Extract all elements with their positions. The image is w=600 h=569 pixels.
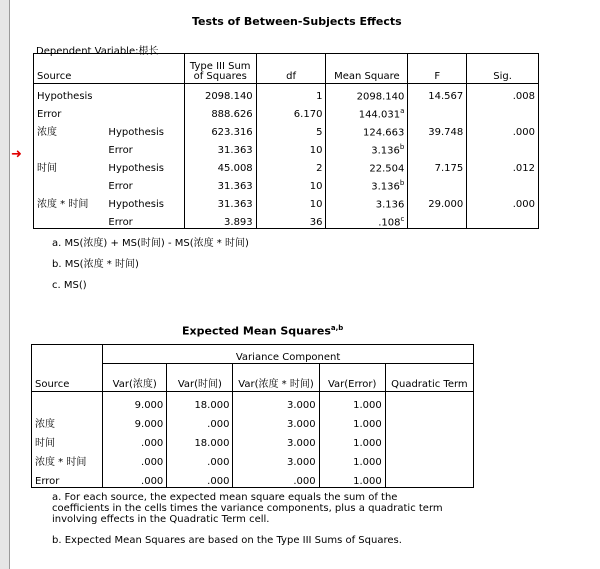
footnote-b: b. MS(浓度 * 时间) <box>52 259 139 270</box>
row-term <box>105 138 184 156</box>
header-source2: Source <box>32 345 103 392</box>
header-sig: Sig. <box>467 54 539 84</box>
row-value: 1.000 <box>319 468 385 488</box>
row-ss-value: 3.893 <box>224 217 253 228</box>
arrow-right-icon: ➜ <box>11 147 22 162</box>
row-df-value: 5 <box>316 127 323 138</box>
row-term <box>105 192 184 210</box>
ems-footnote-a-line3: involving effects in the Quadratic Term cell. <box>52 514 270 525</box>
row-value: 3.000 <box>233 430 319 449</box>
row-source <box>34 84 106 103</box>
row-term <box>105 210 184 229</box>
table2-title-text: Expected Mean Squares <box>182 324 331 338</box>
row-ss <box>184 84 256 103</box>
variance-component-row <box>32 345 474 364</box>
row-ms <box>326 84 408 103</box>
row-source-value: 浓度 * 时间 <box>37 199 89 210</box>
row-ss-value: 31.363 <box>217 145 253 156</box>
row-f-value: 14.567 <box>428 91 464 102</box>
row-value: 9.000 <box>103 392 167 412</box>
table-row <box>32 392 474 412</box>
row-term-value: Hypothesis <box>108 127 164 138</box>
row-ms-footnote-ref: a <box>400 106 405 115</box>
row-term-value: Error <box>108 145 133 156</box>
row-term-value: Error <box>108 217 133 228</box>
row-value: 1.000 <box>319 449 385 468</box>
row-ms-value: .108 <box>378 217 401 228</box>
table-row <box>32 449 474 468</box>
row-sig <box>467 138 539 156</box>
row-f <box>408 210 467 229</box>
row-df-value: 6.170 <box>293 109 323 120</box>
row-value: .000 <box>233 468 319 488</box>
row-ms <box>326 174 408 192</box>
header-ss: Type III Sum of Squares <box>184 54 256 84</box>
row-ss-value: 623.316 <box>211 127 253 138</box>
row-ms-footnote-ref: b <box>399 178 405 187</box>
between-subjects-table <box>33 53 539 229</box>
row-value <box>385 392 473 412</box>
table-row <box>34 120 539 138</box>
row-ms <box>326 120 408 138</box>
row-ms <box>326 210 408 229</box>
table-row <box>32 411 474 430</box>
row-f <box>408 120 467 138</box>
row-ms <box>326 102 408 120</box>
row-ms <box>326 156 408 174</box>
row-sig <box>467 156 539 174</box>
row-ss <box>184 156 256 174</box>
footnote-c: c. MS() <box>52 280 87 291</box>
table1-header-row <box>34 54 539 84</box>
row-df <box>256 174 326 192</box>
row-sig <box>467 174 539 192</box>
row-df <box>256 192 326 210</box>
row-value: .000 <box>103 430 167 449</box>
table-row <box>34 138 539 156</box>
row-sig-value: .012 <box>512 163 535 174</box>
row-f-value: 7.175 <box>434 163 464 174</box>
row-ss <box>184 210 256 229</box>
row-source: 浓度 * 时间 <box>35 457 87 468</box>
row-df-value: 10 <box>309 181 323 192</box>
row-ms-value: 2098.140 <box>356 91 405 102</box>
header-var-error: Var(Error) <box>319 364 385 392</box>
row-ss <box>184 192 256 210</box>
row-ms-footnote-ref: c <box>400 214 405 223</box>
row-ms-value: 3.136 <box>371 181 400 192</box>
row-f-value: 29.000 <box>428 199 464 210</box>
row-ss <box>184 138 256 156</box>
output-navigator-edge <box>0 0 10 569</box>
row-ss <box>184 120 256 138</box>
row-df <box>256 120 326 138</box>
row-term <box>105 102 184 120</box>
header-df: df <box>256 54 326 84</box>
row-value: 3.000 <box>233 392 319 412</box>
header-var-concentration: Var(浓度) <box>103 364 167 392</box>
row-value: 3.000 <box>233 411 319 430</box>
row-source: Error <box>35 476 60 487</box>
header-quadratic-term: Quadratic Term <box>385 364 473 392</box>
row-ss-value: 2098.140 <box>204 91 253 102</box>
header-var-time: Var(时间) <box>167 364 233 392</box>
row-source <box>34 174 106 192</box>
ems-footnote-a <box>52 492 443 525</box>
header-ms: Mean Square <box>326 54 408 84</box>
row-value: .000 <box>167 449 233 468</box>
row-source <box>34 138 106 156</box>
row-source-value: 浓度 <box>37 127 57 138</box>
row-source <box>34 156 106 174</box>
row-ms-footnote-ref: b <box>399 142 405 151</box>
row-source-value: Hypothesis <box>37 91 93 102</box>
row-source <box>34 192 106 210</box>
dependent-variable-label: Dependent Variable:根长 <box>36 46 159 57</box>
table1-title: Tests of Between-Subjects Effects <box>192 15 402 28</box>
row-term <box>105 84 184 103</box>
row-term <box>105 156 184 174</box>
row-value <box>385 430 473 449</box>
row-value: 9.000 <box>103 411 167 430</box>
ems-footnote-a-line2: coefficients in the cells times the variance components, plus a quadratic term <box>52 503 443 514</box>
table-row <box>32 468 474 488</box>
row-source <box>34 120 106 138</box>
row-ss-value: 31.363 <box>217 199 253 210</box>
row-sig-value: .000 <box>512 199 535 210</box>
row-term <box>105 174 184 192</box>
table-row <box>34 156 539 174</box>
row-source: 时间 <box>35 438 55 449</box>
row-ss-value: 31.363 <box>217 181 253 192</box>
row-df-value: 10 <box>309 145 323 156</box>
table2-title <box>182 324 343 338</box>
row-value: 1.000 <box>319 430 385 449</box>
row-value: 1.000 <box>319 411 385 430</box>
row-df-value: 1 <box>316 91 323 102</box>
row-value: 3.000 <box>233 449 319 468</box>
row-df-value: 36 <box>309 217 323 228</box>
table-row <box>34 102 539 120</box>
row-source <box>34 210 106 229</box>
row-ss <box>184 102 256 120</box>
row-df <box>256 138 326 156</box>
row-value: 1.000 <box>319 392 385 412</box>
row-f <box>408 138 467 156</box>
row-f <box>408 102 467 120</box>
row-df-value: 10 <box>309 199 323 210</box>
row-sig <box>467 120 539 138</box>
row-sig <box>467 84 539 103</box>
row-df <box>256 102 326 120</box>
row-f <box>408 156 467 174</box>
row-sig <box>467 192 539 210</box>
row-term-value: Hypothesis <box>108 199 164 210</box>
footnote-a: a. MS(浓度) + MS(时间) - MS(浓度 * 时间) <box>52 238 249 249</box>
row-ms-value: 124.663 <box>363 127 405 138</box>
row-value <box>385 411 473 430</box>
row-source-value: Error <box>37 109 62 120</box>
row-f <box>408 192 467 210</box>
row-source: 浓度 <box>35 419 55 430</box>
row-df <box>256 210 326 229</box>
header-f: F <box>408 54 467 84</box>
expected-mean-squares-table <box>31 344 474 488</box>
row-ms-value: 3.136 <box>375 199 405 210</box>
row-source <box>34 102 106 120</box>
row-ms <box>326 138 408 156</box>
table2-title-sup: a,b <box>330 324 344 332</box>
ems-footnote-a-line1: a. For each source, the expected mean square equals the sum of the <box>52 492 398 503</box>
table-row <box>32 430 474 449</box>
row-value: .000 <box>167 411 233 430</box>
table-row <box>34 84 539 103</box>
row-value: .000 <box>103 468 167 488</box>
row-sig <box>467 210 539 229</box>
row-ms <box>326 192 408 210</box>
row-df-value: 2 <box>316 163 323 174</box>
row-term-value: Hypothesis <box>108 163 164 174</box>
row-value: 18.000 <box>167 392 233 412</box>
row-value: .000 <box>103 449 167 468</box>
row-source-value: 时间 <box>37 163 57 174</box>
row-sig-value: .000 <box>512 127 535 138</box>
row-source <box>32 392 103 412</box>
row-term <box>105 120 184 138</box>
table-row <box>34 174 539 192</box>
row-value: .000 <box>167 468 233 488</box>
row-value <box>385 468 473 488</box>
row-ms-value: 144.031 <box>358 109 401 120</box>
row-ss-value: 888.626 <box>211 109 253 120</box>
table-row <box>34 192 539 210</box>
ems-footnote-b: b. Expected Mean Squares are based on the Type III Sums of Squares. <box>52 535 402 546</box>
row-sig-value: .008 <box>512 91 535 102</box>
row-df <box>256 84 326 103</box>
header-variance-component: Variance Component <box>103 345 474 364</box>
row-f <box>408 174 467 192</box>
row-df <box>256 156 326 174</box>
row-ss <box>184 174 256 192</box>
table-row <box>34 210 539 229</box>
row-value <box>385 449 473 468</box>
header-source: Source <box>37 71 72 82</box>
row-sig <box>467 102 539 120</box>
row-ms-value: 22.504 <box>369 163 405 174</box>
header-var-interaction: Var(浓度 * 时间) <box>233 364 319 392</box>
row-ss-value: 45.008 <box>217 163 253 174</box>
row-ms-value: 3.136 <box>371 145 400 156</box>
row-f-value: 39.748 <box>428 127 464 138</box>
row-term-value: Error <box>108 181 133 192</box>
row-f <box>408 84 467 103</box>
row-value: 18.000 <box>167 430 233 449</box>
